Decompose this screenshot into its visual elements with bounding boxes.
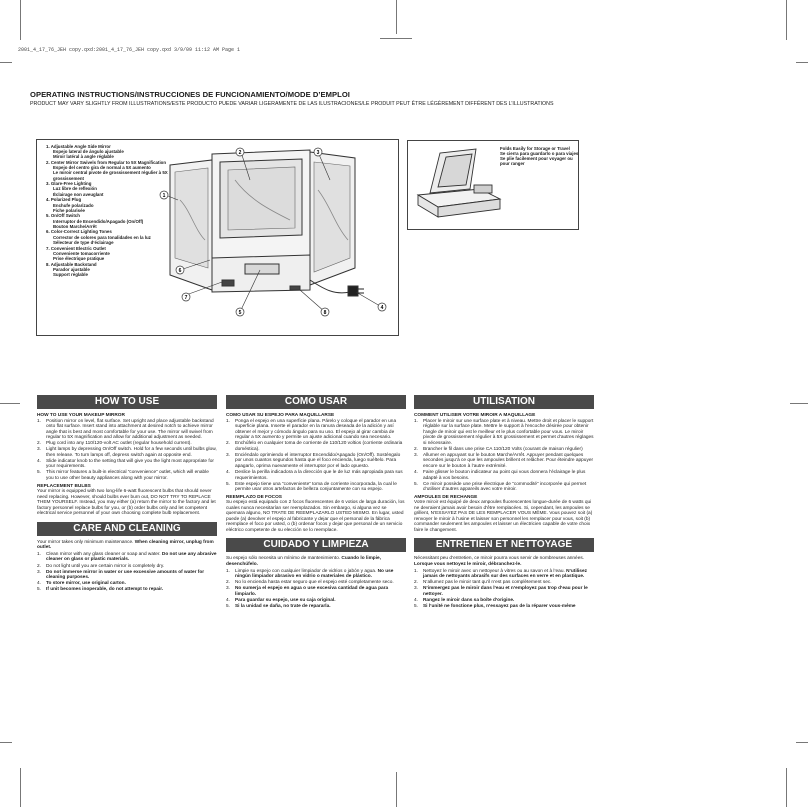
care-step-warning: Para guardar su espejo, use su caja original. bbox=[235, 597, 336, 603]
part-name-es: Luz libre de reflexión bbox=[53, 186, 97, 192]
care-step-text: Do not light until you are certain mirror is completely dry. bbox=[46, 563, 165, 569]
folded-mirror-illustration bbox=[410, 143, 505, 227]
part-name-fr: Prise électrique pratique bbox=[53, 255, 105, 261]
list-item: 5. If unit becomes inoperable, do not attempt to repair. bbox=[37, 587, 164, 593]
step-text: Ce miroir possède une prise électrique de “commodité” incorporée qui permet d’utiliser d’autres appareils avec votre miroir. bbox=[423, 481, 587, 493]
how-to-use-subheading: HOW TO USE YOUR MAKEUP MIRROR bbox=[37, 413, 125, 418]
crop-mark-left-top bbox=[0, 62, 12, 63]
callout-8: 8 bbox=[323, 310, 327, 316]
list-item: 5. Si l’unité ne fonctione plus, n’essayez pas de la réparer vous-même bbox=[414, 603, 576, 609]
list-item: 2. No lo encienda hasta estar seguro que el espejo esté completamente seco. bbox=[226, 580, 394, 586]
crop-mark-right-mid bbox=[790, 403, 808, 404]
replacement-bulbs-heading: REPLACEMENT BULBS bbox=[37, 483, 91, 489]
care-step-warning: Si la unidad se daña, no trate de repararla. bbox=[235, 603, 331, 609]
crop-mark-top bbox=[396, 0, 397, 34]
list-item: 1. Placer le miroir sur une surface plate et à niveau. Mettre droit et placer le support réglable sur la surface plate. Mettre le support à l’encoche désirée pour obtenir l’angle de miroir qui est le meilleur et le plus confortable pour vous. Le miroir pivote de grossissement régulier à 5X grossissement et permet d’autres réglages si nécessaire. bbox=[414, 418, 594, 446]
step-text: Brancher le fil dans une prise CA 110/120 Volts (courant de maison régulier) bbox=[423, 446, 583, 452]
care-intro bbox=[414, 556, 594, 567]
step-text: Light lamps by depressing On/Off switch. Hold for a few seconds until bulbs glow, then release. To turn lamps off, depress switch again at opposite end. bbox=[46, 447, 217, 458]
english-column bbox=[37, 395, 217, 593]
step-text: This mirror features a built-in electrical “convenience” outlet, which will enable you to use other beauty appliances along with your mirror. bbox=[46, 470, 209, 482]
part-name-es: Parador ajustable bbox=[53, 266, 90, 272]
crop-mark-right-bottom bbox=[796, 742, 808, 743]
care-intro bbox=[226, 556, 406, 567]
how-to-use-heading: UTILISATION bbox=[414, 395, 594, 409]
list-item: 3. Enciéndalo oprimiendo el interruptor Encendido/Apagado (On/Off). Sosténgalo por unos cuantos segundos hasta que el foco encienda, luego suéltelo. Para apagarlo, oprima nuevamente el interruptor por el lado opuesto. bbox=[226, 452, 401, 469]
part-name-fr: Sélecteur de type d’éclairage bbox=[53, 239, 114, 245]
replacement-bulbs-heading: AMPOULES DE RECHANGE bbox=[414, 494, 478, 500]
care-step-text: Limpie su espejo con cualquier limpiador de vidrios o jabón y agua. bbox=[235, 568, 378, 574]
list-item: 2. Enchúfelo en cualquier toma de corriente de 110/120 voltios (corriente ordinaria doméstica). bbox=[226, 441, 403, 452]
step-text: Slide indicator knob to the setting that will give you the light most appropriate for your requirements. bbox=[46, 458, 214, 470]
step-text: Ponga el espejo en una superficie plana. Párelo y coloque el parador en una superficie plana. Inserte el parador en la ranura deseada de la adición y así obtener el mejor y cómodo ángulo para su uso. El espejo al girar cambia de regular a 5X aumento y permite un ajuste adicional cuando sea necesario. bbox=[235, 418, 397, 441]
care-cleaning-heading: CARE AND CLEANING bbox=[37, 522, 217, 536]
care-steps bbox=[414, 569, 594, 610]
part-name-en: 2. Center Mirror Swivels from Regular to 5X Magnification bbox=[46, 160, 167, 166]
list-item: 2. N’allumez pas le miroir tant qu’il n’est pas complètement sec. bbox=[414, 580, 552, 586]
list-item: 5. Si la unidad se daña, no trate de repararla. bbox=[226, 603, 331, 609]
replacement-bulbs-heading: REEMPLAZO DE FOCOS bbox=[226, 494, 282, 500]
fold-note-en: Folds Easily for Storage or Travel bbox=[500, 146, 570, 151]
care-cleaning-heading: CUIDADO Y LIMPIEZA bbox=[226, 538, 406, 552]
callout-6: 6 bbox=[178, 268, 182, 274]
list-item: 4. Deslice la perilla indicadora a la dirección que le de luz más apropiada para sus requerimientos. bbox=[226, 469, 403, 481]
crop-mark-corner-bl bbox=[20, 768, 21, 807]
part-name-fr: Éclairage non aveuglant bbox=[53, 191, 104, 197]
part-name-en: 4. Polarized Plug bbox=[46, 197, 82, 203]
how-to-use-subheading: COMMENT UTILISER VOTRE MIROIR A MAQUILLAGE bbox=[414, 413, 536, 418]
part-name-en: 5. On/Off Switch bbox=[46, 213, 80, 219]
crop-mark-corner-br bbox=[786, 768, 787, 807]
list-item: 1. Limpie su espejo con cualquier limpiador de vidrios o jabón y agua. No use ningún limpiador abrasivo en vidrio o materiales de plástico. bbox=[226, 568, 394, 580]
step-text: Enchúfelo en cualquier toma de corriente de 110/120 voltios (corriente ordinaria doméstica). bbox=[235, 441, 403, 452]
list-item: 3. Do not immerse mirror in water or use excessive amounts of water for cleaning purposes. bbox=[37, 569, 205, 581]
care-cleaning-heading: ENTRETIEN ET NETTOYAGE bbox=[414, 538, 594, 552]
list-item: 4. Rangez le miroir dans sa boîte d’origine. bbox=[414, 597, 515, 603]
care-step-text: N’allumez pas le miroir tant qu’il n’est pas complètement sec. bbox=[423, 580, 552, 586]
list-item: 2. Do not light until you are certain mirror is completely dry. bbox=[37, 563, 165, 569]
how-to-use-heading: COMO USAR bbox=[226, 395, 406, 409]
crop-mark-corner-tr bbox=[786, 0, 787, 40]
fold-note-fr: Se plie facilement pour voyager ou pour ranger bbox=[500, 156, 573, 167]
care-step-text: No lo encienda hasta estar seguro que el espejo esté completamente seco. bbox=[235, 580, 394, 586]
callout-7: 7 bbox=[184, 295, 188, 301]
care-step-warning: To store mirror, use original carton. bbox=[46, 581, 126, 587]
care-intro-text: Nécessitant peu d’entretien, ce miroir pourra vous servir de nombreuses années. bbox=[414, 556, 585, 562]
list-item: 5. Ce miroir possède une prise électrique de “commodité” incorporée qui permet d’utiliser d’autres appareils avec votre miroir. bbox=[414, 481, 587, 493]
how-to-use-subheading: COMO USAR SU ESPEJO PARA MAQUILLARSE bbox=[226, 413, 335, 418]
callout-4: 4 bbox=[380, 305, 384, 311]
list-item: 1. Ponga el espejo en una superficie plana. Párelo y coloque el parador en una superficie plana. Inserte el parador en la ranura deseada de la adición y así obtener el mejor y cómodo ángulo para su uso. El espejo al girar cambia de regular a 5X aumento y permite un ajuste adicional cuando sea necesario. bbox=[226, 418, 397, 441]
care-intro-text: Your mirror takes only minimum maintenance. bbox=[37, 539, 135, 545]
list-item: 4. Faire glisser le bouton indicateur au point qui vous donnera l’éclairage le plus adapté à vos besoins. bbox=[414, 469, 586, 481]
page-subtitle: PRODUCT MAY VARY SLIGHTLY FROM ILLUSTRATIONS/ESTE PRODUCTO PUEDE VARIAR LIGERAMENTE DE LAS ILUSTRACIONES/LE PRODUIT PEUT ÊTRE LÉGÈREMENT DIFFÉRENT DES L’ILLUSTRATIONS bbox=[30, 101, 554, 107]
step-text: Enciéndalo oprimiendo el interruptor Encendido/Apagado (On/Off). Sosténgalo por unos cuantos segundos hasta que el foco encienda, luego suéltelo. Para apagarlo, oprima nuevamente el interruptor por el lado opuesto. bbox=[235, 452, 401, 469]
part-name-en: 3. Glare-Free Lighting bbox=[46, 181, 92, 187]
page-title: OPERATING INSTRUCTIONS/INSTRUCCIONES DE FUNCIONAMIENTO/MODE D’EMPLOI bbox=[30, 90, 350, 99]
part-name-fr: Bouton Marche/Arrêt bbox=[53, 223, 97, 229]
crop-mark-right-top bbox=[796, 62, 808, 63]
care-step-warning: Do not use any abrasive cleaner on glass or plastic materials. bbox=[46, 551, 217, 563]
list-item: 1. Nettoyez le miroir avec un nettoyeur à vitres ou au savon et à l’eau. N’utilisez jamais de nettoyants abrasifs sur des surfaces en verre et en plastique. bbox=[414, 568, 587, 580]
list-item: 1. Clean mirror with any glass cleaner or soap and water. Do not use any abrasive cleaner on glass or plastic materials. bbox=[37, 551, 217, 563]
list-item: 4. Para guardar su espejo, use su caja original. bbox=[226, 597, 336, 603]
care-intro-warning: Lorsque vous nettoyez le miroir, débranchez-le. bbox=[414, 562, 522, 568]
part-name-en: 8. Adjustable Backstand bbox=[46, 261, 97, 267]
part-name-es: Enchufe polarizado bbox=[53, 202, 94, 208]
list-item: 5. Este espejo tiene una “conveniente” toma de corriente incorporada, la cual le permite usar otros artefactos de belleza conjuntamente con su espejo. bbox=[226, 481, 397, 493]
list-item: 2. Plug cord into any 110/120-volt AC outlet (regular household current). bbox=[37, 441, 192, 447]
list-item: 4. To store mirror, use original carton. bbox=[37, 581, 126, 587]
part-name-es: Interruptor de Encendido/Apagado (On/Off) bbox=[53, 218, 144, 224]
part-name-fr: Support réglable bbox=[53, 271, 88, 277]
step-text: Este espejo tiene una “conveniente” toma de corriente incorporada, la cual le permite usar otros artefactos de belleza conjuntamente con su espejo. bbox=[235, 481, 397, 493]
part-name-es: Espejo del centro gira de normal a 5X aumento bbox=[53, 165, 151, 171]
replacement-bulbs-text: Su espejo está equipado con 2 focos fluorescentes de 6 votios de larga duración, los cuales nunca necesitarían ser reemplazados. Sin embargo, si alguna vez se quemara alguno, NO TRATE DE REEMPLAZARLO USTED MISMO. En lugar, usted puede (a) devolver el espejo al fabricante y dejar que el personal de la fábrica reemplace el foco por usted, o (b) ordenar focos y dejar que personal de un servicio eléctrico competente de su elección se lo reemplace. bbox=[226, 500, 405, 533]
part-name-fr: Le miroir central pivote de grossissement régulier à 5X grossissement bbox=[53, 170, 168, 181]
list-item: 5. This mirror features a built-in electrical “convenience” outlet, which will enable you to use other beauty appliances along with your mirror. bbox=[37, 470, 209, 482]
part-name-en: 1. Adjustable Angle Side Mirror bbox=[46, 144, 111, 149]
care-step-warning: Si l’unité ne fonctione plus, n’essayez pas de la réparer vous-même bbox=[423, 603, 576, 609]
care-step-warning: Rangez le miroir dans sa boîte d’origine. bbox=[423, 597, 515, 603]
how-to-use-steps bbox=[37, 419, 217, 482]
list-item: 1. Position mirror on level, flat surface. Set upright and place adjustable backstand onto flat surface. Insert stand into attachment at desired notch to achieve mirror angle that is best and most comfortable for your use. The mirror will swivel from regular to 5X magnification and allow for additional adjustment as needed. bbox=[37, 418, 214, 441]
fold-note-es: Se cierra para guardarlo o para viajes bbox=[500, 151, 579, 157]
part-name-en: 6. Color-Correct Lighting Tones bbox=[46, 229, 112, 235]
part-name-fr: Fiche polarisée bbox=[53, 207, 85, 213]
crop-mark-top-cross bbox=[380, 38, 412, 39]
list-item: 3. Allumer en appuyant sur le bouton Marche/Arrêt. Appuyer pendant quelques secondes jusqu’à ce que les ampoules brillent et relâcher. Pour éteindre appuyer encore sur le bouton à l’autre extrémité. bbox=[414, 452, 594, 469]
care-step-warning: No sumerja el espejo en agua o use excesiva cantidad de agua para limpiarlo. bbox=[235, 586, 389, 597]
step-text: Plug cord into any 110/120-volt AC outlet (regular household current). bbox=[46, 441, 192, 447]
care-step-warning: N’immergez pas le miroir dans l’eau et n’employez pas trop d’eau pour le nettoyer. bbox=[423, 586, 588, 597]
care-intro-text: Su espejo sólo necesita un mínimo de mantenimiento. bbox=[226, 556, 342, 562]
care-intro-warning: Cuando lo limpie, desenchúfelo. bbox=[226, 556, 381, 568]
care-step-warning: If unit becomes inoperable, do not attempt to repair. bbox=[46, 587, 164, 593]
how-to-use-steps bbox=[414, 419, 594, 493]
crop-mark-bottom bbox=[396, 772, 397, 807]
part-name-es: Corrector de colores para tonalidades en la luz bbox=[53, 234, 151, 240]
replacement-bulbs-text: Votre miroir est équipé de deux ampoules fluorescentes longue-durée de 6 watts qui ne devraient jamais avoir besoin d’être remplacées. Si, cependant, les ampoules se grillent, N’ESSAYEZ PAS DE LES REMPLACER VOUS MÊME. Vous pouvez soit (a) renvoyer le miroir à l’usine et laisser son personnel les remplacer pour vous, soit (b) commander seulement les ampoules et laisser un électricien capable de votre choix faire le changement. bbox=[414, 500, 593, 533]
step-text: Allumer en appuyant sur le bouton Marche/Arrêt. Appuyer pendant quelques secondes jusqu’à ce que les ampoules brillent et relâcher. Pour éteindre appuyer encore sur le bouton à l’autre extrémité. bbox=[423, 452, 594, 469]
callout-5: 5 bbox=[238, 310, 242, 316]
care-step-warning: No use ningún limpiador abrasivo en vidrio o materiales de plástico. bbox=[235, 568, 394, 580]
crop-mark-left-bottom bbox=[0, 742, 12, 743]
file-info: 2001_4_17_76_JEH copy.qxd:2001_4_17_76_JEH copy.qxd 3/9/09 11:12 AM Page 1 bbox=[18, 47, 241, 53]
callout-3: 3 bbox=[316, 150, 320, 156]
step-text: Deslice la perilla indicadora a la dirección que le de luz más apropiada para sus requerimientos. bbox=[235, 469, 403, 481]
how-to-use-steps bbox=[226, 419, 406, 493]
list-item: 4. Slide indicator knob to the setting that will give you the light most appropriate for your requirements. bbox=[37, 458, 214, 470]
care-intro bbox=[37, 540, 217, 551]
crop-mark-corner-tl bbox=[20, 0, 21, 40]
step-text: Placer le miroir sur une surface plate et à niveau. Mettre droit et placer le support réglable sur la surface plate. Mettre le support à l’encoche désirée pour obtenir l’angle de miroir qui est le meilleur et le plus confortable pour vous. Le miroir pivote de grossissement régulier à 5X grossissement et permet d’autres réglages si nécessaire. bbox=[423, 418, 594, 446]
part-name-es: Conveniente tomacorriente bbox=[53, 250, 110, 256]
replacement-bulbs-text: Your mirror is equipped with two long-life 6-watt fluorescent bulbs that should never need replacing. However, should bulbs ever burn out, DO NOT TRY TO REPLACE THEM YOURSELF. Instead, you may either (a) return the mirror to the factory and let factory personnel replace bulbs for you, or (b) order bulbs only and let competent electrical service personnel of your own choosing complete bulb replacement. bbox=[37, 489, 216, 517]
step-text: Position mirror on level, flat surface. Set upright and place adjustable backstand onto flat surface. Insert stand into attachment at desired notch to achieve mirror angle that is best and most comfortable for your use. The mirror will swivel from regular to 5X magnification and allow for additional adjustment as needed. bbox=[46, 418, 214, 441]
french-column bbox=[414, 395, 594, 610]
list-item: 3. N’immergez pas le miroir dans l’eau et n’employez pas trop d’eau pour le nettoyer. bbox=[414, 586, 588, 597]
list-item: 3. Light lamps by depressing On/Off switch. Hold for a few seconds until bulbs glow, then release. To turn lamps off, depress switch again at opposite end. bbox=[37, 447, 217, 458]
fold-note bbox=[500, 146, 580, 166]
list-item: 3. No sumerja el espejo en agua o use excesiva cantidad de agua para limpiarlo. bbox=[226, 586, 389, 597]
how-to-use-heading: HOW TO USE bbox=[37, 395, 217, 409]
mirror-illustration bbox=[150, 140, 395, 335]
crop-mark-left-mid bbox=[0, 403, 20, 404]
spanish-column bbox=[226, 395, 406, 610]
care-step-text: Clean mirror with any glass cleaner or soap and water. bbox=[46, 551, 162, 557]
list-item: 2. Brancher le fil dans une prise CA 110/120 Volts (courant de maison régulier) bbox=[414, 446, 583, 452]
care-step-text: Nettoyez le miroir avec un nettoyeur à vitres ou au savon et à l’eau. bbox=[423, 568, 567, 574]
care-step-warning: N’utilisez jamais de nettoyants abrasifs sur des surfaces en verre et en plastique. bbox=[423, 568, 587, 580]
care-step-warning: Do not immerse mirror in water or use excessive amounts of water for cleaning purposes. bbox=[46, 569, 205, 581]
part-name-en: 7. Convenient Electric Outlet bbox=[46, 245, 106, 251]
part-name-es: Espejo lateral de ángulo ajustable bbox=[53, 149, 124, 155]
step-text: Faire glisser le bouton indicateur au point qui vous donnera l’éclairage le plus adapté à vos besoins. bbox=[423, 469, 586, 481]
callout-2: 2 bbox=[238, 150, 242, 156]
callout-1: 1 bbox=[162, 193, 166, 199]
care-steps bbox=[226, 569, 406, 610]
part-name-fr: Miroir latéral à angle réglable bbox=[53, 154, 114, 160]
care-intro-warning: When cleaning mirror, unplug from outlet. bbox=[37, 539, 214, 551]
care-steps bbox=[37, 552, 217, 593]
